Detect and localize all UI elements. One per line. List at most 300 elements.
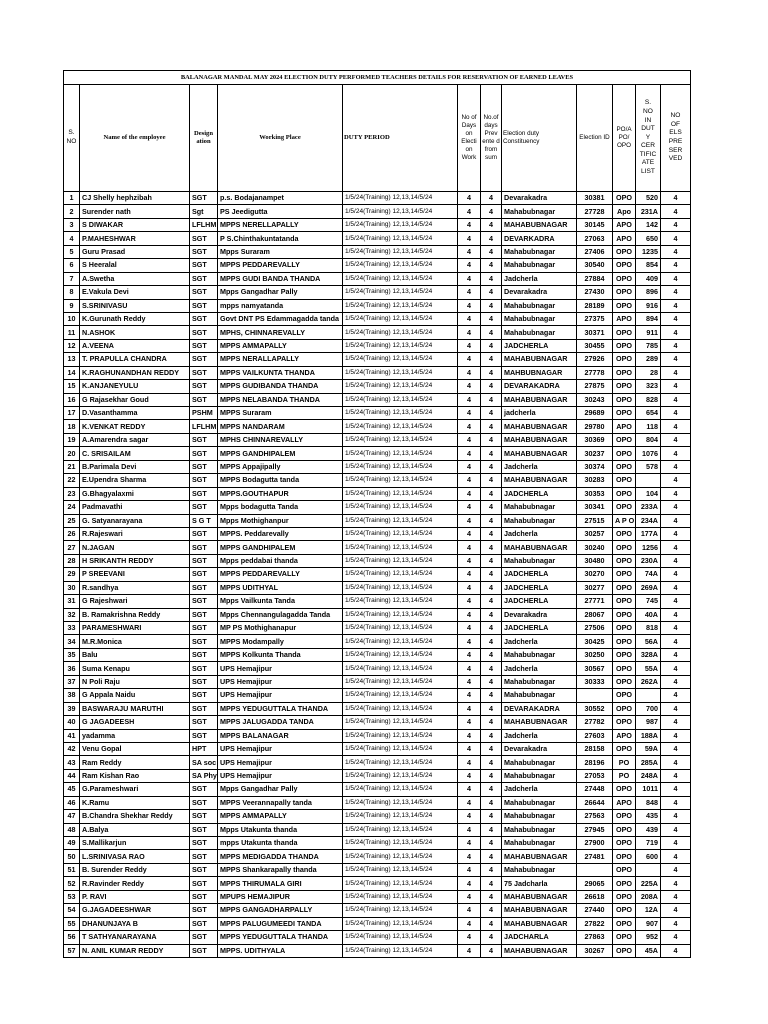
table-row — [64, 272, 691, 285]
days-election-cell: 4 — [458, 622, 481, 635]
constituency-cell: JADCHERLA — [502, 581, 577, 594]
employee-name-cell: D.Vasanthamma — [80, 407, 190, 420]
els-cell: 4 — [661, 272, 691, 285]
duty-period-cell: 1/5/24(Training) 12,13,14/5/24 — [343, 312, 458, 325]
po-cell: OPO — [613, 890, 636, 903]
els-cell: 4 — [661, 527, 691, 540]
table-row — [64, 339, 691, 352]
designation-cell: SGT — [190, 675, 218, 688]
table-row — [64, 312, 691, 325]
duty-period-cell: 1/5/24(Training) 12,13,14/5/24 — [343, 716, 458, 729]
days-prevented-cell: 4 — [481, 608, 502, 621]
days-election-cell: 4 — [458, 326, 481, 339]
po-cell: APO — [613, 218, 636, 231]
employee-name-cell: S.SRINIVASU — [80, 299, 190, 312]
duty-period-cell: 1/5/24(Training) 12,13,14/5/24 — [343, 245, 458, 258]
po-cell: OPO — [613, 944, 636, 957]
days-election-cell: 4 — [458, 944, 481, 957]
days-prevented-cell: 4 — [481, 460, 502, 473]
working-place-cell: MPPS NANDARAM — [218, 420, 343, 433]
constituency-cell: Jadcherla — [502, 635, 577, 648]
table-row — [64, 299, 691, 312]
table-row — [64, 608, 691, 621]
days-prevented-cell: 4 — [481, 447, 502, 460]
working-place-cell: MPPS AMMAPALLY — [218, 810, 343, 823]
sno-cell: 29 — [64, 568, 80, 581]
table-row — [64, 810, 691, 823]
designation-cell: SGT — [190, 326, 218, 339]
days-prevented-cell: 4 — [481, 877, 502, 890]
duty-period-cell: 1/5/24(Training) 12,13,14/5/24 — [343, 931, 458, 944]
po-cell: OPO — [613, 917, 636, 930]
days-prevented-cell: 4 — [481, 702, 502, 715]
po-cell: OPO — [613, 393, 636, 406]
days-election-cell: 4 — [458, 501, 481, 514]
days-election-cell: 4 — [458, 272, 481, 285]
days-prevented-cell: 4 — [481, 353, 502, 366]
cert-sno-cell: 1076 — [636, 447, 661, 460]
duty-period-cell: 1/5/24(Training) 12,13,14/5/24 — [343, 554, 458, 567]
els-cell: 4 — [661, 581, 691, 594]
cert-sno-cell: 828 — [636, 393, 661, 406]
days-prevented-cell: 4 — [481, 568, 502, 581]
sno-cell: 21 — [64, 460, 80, 473]
table-row — [64, 554, 691, 567]
days-election-cell: 4 — [458, 904, 481, 917]
po-cell: APO — [613, 420, 636, 433]
cert-sno-cell: 104 — [636, 487, 661, 500]
working-place-cell: UPS Hemajipur — [218, 689, 343, 702]
working-place-cell: MPPS GUDI BANDA THANDA — [218, 272, 343, 285]
els-cell: 4 — [661, 635, 691, 648]
designation-cell: SGT — [190, 917, 218, 930]
election-id-cell: 30425 — [577, 635, 613, 648]
days-election-cell: 4 — [458, 890, 481, 903]
po-cell: OPO — [613, 850, 636, 863]
sno-cell: 19 — [64, 433, 80, 446]
employee-name-cell: A.Amarendra sagar — [80, 433, 190, 446]
election-id-cell: 27884 — [577, 272, 613, 285]
cert-sno-cell: 600 — [636, 850, 661, 863]
employee-name-cell: A.Swetha — [80, 272, 190, 285]
duty-period-cell: 1/5/24(Training) 12,13,14/5/24 — [343, 568, 458, 581]
duty-period-cell: 1/5/24(Training) 12,13,14/5/24 — [343, 702, 458, 715]
po-cell: OPO — [613, 702, 636, 715]
days-prevented-cell: 4 — [481, 850, 502, 863]
sno-cell: 48 — [64, 823, 80, 836]
sno-cell: 54 — [64, 904, 80, 917]
els-cell: 4 — [661, 675, 691, 688]
cert-sno-cell — [636, 689, 661, 702]
constituency-cell: 75 Jadcharla — [502, 877, 577, 890]
election-id-cell: 30371 — [577, 326, 613, 339]
cert-sno-cell: 1256 — [636, 541, 661, 554]
po-cell: OPO — [613, 810, 636, 823]
designation-cell: SGT — [190, 810, 218, 823]
employee-name-cell: B. Surender Reddy — [80, 863, 190, 876]
constituency-cell: Mahabubnagar — [502, 205, 577, 218]
employee-name-cell: R.Rajeswari — [80, 527, 190, 540]
working-place-cell: MPPS. UDITHYALA — [218, 944, 343, 957]
designation-cell: SGT — [190, 783, 218, 796]
employee-name-cell: S.Mallikarjun — [80, 837, 190, 850]
duty-period-cell: 1/5/24(Training) 12,13,14/5/24 — [343, 460, 458, 473]
constituency-cell: Mahabubnagar — [502, 312, 577, 325]
days-election-cell: 4 — [458, 689, 481, 702]
po-cell: OPO — [613, 460, 636, 473]
constituency-cell: Mahabubnagar — [502, 837, 577, 850]
table-row — [64, 501, 691, 514]
days-prevented-cell: 4 — [481, 716, 502, 729]
sno-cell: 42 — [64, 742, 80, 755]
constituency-cell: Mahabubnagar — [502, 326, 577, 339]
working-place-cell: MPPS GUDIBANDA THANDA — [218, 380, 343, 393]
designation-cell: SGT — [190, 259, 218, 272]
days-prevented-cell: 4 — [481, 205, 502, 218]
po-cell: OPO — [613, 648, 636, 661]
election-id-cell: 27771 — [577, 595, 613, 608]
constituency-cell: Devarakadra — [502, 286, 577, 299]
po-cell: OPO — [613, 245, 636, 258]
employee-name-cell: R.sandhya — [80, 581, 190, 594]
days-election-cell: 4 — [458, 702, 481, 715]
designation-cell: SGT — [190, 568, 218, 581]
sno-cell: 45 — [64, 783, 80, 796]
sno-cell: 30 — [64, 581, 80, 594]
constituency-cell: Jadcherla — [502, 729, 577, 742]
cert-sno-cell: 654 — [636, 407, 661, 420]
table-row — [64, 783, 691, 796]
els-cell: 4 — [661, 312, 691, 325]
employee-name-cell: A.VEENA — [80, 339, 190, 352]
designation-cell: SGT — [190, 527, 218, 540]
duty-period-cell: 1/5/24(Training) 12,13,14/5/24 — [343, 810, 458, 823]
table-row — [64, 863, 691, 876]
constituency-cell: Devarakadra — [502, 608, 577, 621]
col-header-days-election: No of Days on Electi on Work — [458, 85, 481, 192]
working-place-cell: MPPS PEDDAREVALLY — [218, 568, 343, 581]
table-row — [64, 890, 691, 903]
election-id-cell: 30267 — [577, 944, 613, 957]
working-place-cell: MPPS UDITHYAL — [218, 581, 343, 594]
designation-cell: SGT — [190, 554, 218, 567]
days-election-cell: 4 — [458, 648, 481, 661]
days-prevented-cell: 4 — [481, 689, 502, 702]
designation-cell: SGT — [190, 608, 218, 621]
els-cell: 4 — [661, 245, 691, 258]
col-header-designation: Design ation — [190, 85, 218, 192]
constituency-cell: Jadcherla — [502, 662, 577, 675]
els-cell: 4 — [661, 192, 691, 205]
els-cell: 4 — [661, 756, 691, 769]
duty-period-cell: 1/5/24(Training) 12,13,14/5/24 — [343, 729, 458, 742]
sno-cell: 11 — [64, 326, 80, 339]
election-id-cell: 27448 — [577, 783, 613, 796]
constituency-cell: MAHABUBNAGAR — [502, 890, 577, 903]
election-id-cell: 30270 — [577, 568, 613, 581]
days-prevented-cell: 4 — [481, 662, 502, 675]
po-cell: OPO — [613, 863, 636, 876]
sno-cell: 35 — [64, 648, 80, 661]
election-id-cell: 30240 — [577, 541, 613, 554]
constituency-cell: Mahabubnagar — [502, 648, 577, 661]
designation-cell: SGT — [190, 931, 218, 944]
els-cell: 4 — [661, 783, 691, 796]
election-id-cell: 27863 — [577, 931, 613, 944]
working-place-cell: Mpps Utakunta thanda — [218, 823, 343, 836]
working-place-cell: UPS Hemajipur — [218, 675, 343, 688]
constituency-cell: Mahabubnagar — [502, 796, 577, 809]
days-prevented-cell: 4 — [481, 366, 502, 379]
employee-name-cell: G Rajasekhar Goud — [80, 393, 190, 406]
working-place-cell: MPPS JALUGADDA TANDA — [218, 716, 343, 729]
designation-cell: LFLHM — [190, 218, 218, 231]
po-cell: OPO — [613, 527, 636, 540]
employee-name-cell: M.R.Monica — [80, 635, 190, 648]
els-cell: 4 — [661, 541, 691, 554]
cert-sno-cell: 894 — [636, 312, 661, 325]
table-row — [64, 259, 691, 272]
employee-name-cell: N.ASHOK — [80, 326, 190, 339]
designation-cell: SGT — [190, 648, 218, 661]
election-id-cell: 27822 — [577, 917, 613, 930]
election-id-cell: 26644 — [577, 796, 613, 809]
po-cell: OPO — [613, 689, 636, 702]
election-id-cell: 30250 — [577, 648, 613, 661]
working-place-cell: Govt DNT PS Edammagadda tanda — [218, 312, 343, 325]
constituency-cell: Mahabubnagar — [502, 299, 577, 312]
employee-name-cell: BASWARAJU MARUTHI — [80, 702, 190, 715]
constituency-cell: MAHABUBNAGAR — [502, 917, 577, 930]
table-row — [64, 420, 691, 433]
days-election-cell: 4 — [458, 541, 481, 554]
sno-cell: 43 — [64, 756, 80, 769]
po-cell: OPO — [613, 192, 636, 205]
cert-sno-cell: 118 — [636, 420, 661, 433]
constituency-cell: Mahabubnagar — [502, 756, 577, 769]
els-cell: 4 — [661, 689, 691, 702]
election-id-cell: 27430 — [577, 286, 613, 299]
cert-sno-cell: 56A — [636, 635, 661, 648]
els-cell: 4 — [661, 568, 691, 581]
cert-sno-cell: 818 — [636, 622, 661, 635]
els-cell: 4 — [661, 259, 691, 272]
constituency-cell: Mahabubnagar — [502, 689, 577, 702]
employee-name-cell: yadamma — [80, 729, 190, 742]
po-cell: OPO — [613, 487, 636, 500]
els-cell: 4 — [661, 595, 691, 608]
els-cell: 4 — [661, 850, 691, 863]
col-header-working-place: Working Place — [218, 85, 343, 192]
days-election-cell: 4 — [458, 756, 481, 769]
duty-period-cell: 1/5/24(Training) 12,13,14/5/24 — [343, 205, 458, 218]
designation-cell: SGT — [190, 541, 218, 554]
cert-sno-cell: 719 — [636, 837, 661, 850]
days-election-cell: 4 — [458, 380, 481, 393]
po-cell: OPO — [613, 339, 636, 352]
sno-cell: 50 — [64, 850, 80, 863]
designation-cell: SGT — [190, 474, 218, 487]
table-row — [64, 917, 691, 930]
cert-sno-cell: 285A — [636, 756, 661, 769]
designation-cell: SGT — [190, 299, 218, 312]
employee-name-cell: Guru Prasad — [80, 245, 190, 258]
sno-cell: 51 — [64, 863, 80, 876]
election-id-cell: 27778 — [577, 366, 613, 379]
designation-cell: PSHM — [190, 407, 218, 420]
cert-sno-cell: 40A — [636, 608, 661, 621]
working-place-cell: MPHS CHINNAREVALLY — [218, 433, 343, 446]
duty-period-cell: 1/5/24(Training) 12,13,14/5/24 — [343, 541, 458, 554]
sno-cell: 10 — [64, 312, 80, 325]
election-id-cell: 27481 — [577, 850, 613, 863]
election-id-cell: 27406 — [577, 245, 613, 258]
cert-sno-cell: 328A — [636, 648, 661, 661]
duty-period-cell: 1/5/24(Training) 12,13,14/5/24 — [343, 487, 458, 500]
days-prevented-cell: 4 — [481, 487, 502, 500]
working-place-cell: UPS Hemajipur — [218, 662, 343, 675]
constituency-cell: MAHABUBNAGAR — [502, 541, 577, 554]
employee-name-cell: G. Satyanarayana — [80, 514, 190, 527]
po-cell: OPO — [613, 742, 636, 755]
employee-name-cell: K.Gurunath Reddy — [80, 312, 190, 325]
cert-sno-cell: 45A — [636, 944, 661, 957]
election-id-cell: 27515 — [577, 514, 613, 527]
sno-cell: 15 — [64, 380, 80, 393]
sno-cell: 33 — [64, 622, 80, 635]
els-cell: 4 — [661, 393, 691, 406]
working-place-cell: MPPS GANDHIPALEM — [218, 541, 343, 554]
po-cell: OPO — [613, 837, 636, 850]
cert-sno-cell: 650 — [636, 232, 661, 245]
constituency-cell: Jadcherla — [502, 527, 577, 540]
cert-sno-cell: 188A — [636, 729, 661, 742]
working-place-cell: MPPS Kolkunta Thanda — [218, 648, 343, 661]
designation-cell: SGT — [190, 796, 218, 809]
working-place-cell: Mpps Gangadhar Pally — [218, 286, 343, 299]
els-cell: 4 — [661, 716, 691, 729]
election-id-cell: 30369 — [577, 433, 613, 446]
sno-cell: 1 — [64, 192, 80, 205]
constituency-cell: Mahabubnagar — [502, 245, 577, 258]
sno-cell: 36 — [64, 662, 80, 675]
working-place-cell: MPPS Modampally — [218, 635, 343, 648]
working-place-cell: Mpps Mothighanpur — [218, 514, 343, 527]
employee-name-cell: G Appala Naidu — [80, 689, 190, 702]
cert-sno-cell: 269A — [636, 581, 661, 594]
cert-sno-cell: 323 — [636, 380, 661, 393]
working-place-cell: MP PS Mothighanapur — [218, 622, 343, 635]
sno-cell: 4 — [64, 232, 80, 245]
table-row — [64, 380, 691, 393]
cert-sno-cell: 804 — [636, 433, 661, 446]
table-row — [64, 366, 691, 379]
els-cell: 4 — [661, 729, 691, 742]
constituency-cell: Mahabubnagar — [502, 514, 577, 527]
election-id-cell: 30243 — [577, 393, 613, 406]
po-cell: OPO — [613, 823, 636, 836]
cert-sno-cell: 435 — [636, 810, 661, 823]
designation-cell: SGT — [190, 702, 218, 715]
els-cell: 4 — [661, 823, 691, 836]
po-cell: A P O — [613, 514, 636, 527]
duty-period-cell: 1/5/24(Training) 12,13,14/5/24 — [343, 339, 458, 352]
employee-name-cell: P. RAVI — [80, 890, 190, 903]
days-election-cell: 4 — [458, 393, 481, 406]
employee-name-cell: G.Parameshwari — [80, 783, 190, 796]
working-place-cell: mpps Utakunta thanda — [218, 837, 343, 850]
days-prevented-cell: 4 — [481, 312, 502, 325]
designation-cell: SGT — [190, 837, 218, 850]
working-place-cell: MPPS VAILKUNTA THANDA — [218, 366, 343, 379]
employee-name-cell: P.MAHESHWAR — [80, 232, 190, 245]
cert-sno-cell: 439 — [636, 823, 661, 836]
els-cell: 4 — [661, 353, 691, 366]
table-row — [64, 648, 691, 661]
duty-period-cell: 1/5/24(Training) 12,13,14/5/24 — [343, 756, 458, 769]
sno-cell: 52 — [64, 877, 80, 890]
table-row — [64, 877, 691, 890]
days-election-cell: 4 — [458, 339, 481, 352]
working-place-cell: MPPS MEDIGADDA THANDA — [218, 850, 343, 863]
days-election-cell: 4 — [458, 796, 481, 809]
col-header-sno: S. NO — [64, 85, 80, 192]
days-election-cell: 4 — [458, 218, 481, 231]
working-place-cell: MPPS NELABANDA THANDA — [218, 393, 343, 406]
po-cell: OPO — [613, 595, 636, 608]
cert-sno-cell: 12A — [636, 904, 661, 917]
duty-period-cell: 1/5/24(Training) 12,13,14/5/24 — [343, 595, 458, 608]
days-election-cell: 4 — [458, 245, 481, 258]
constituency-cell: MAHABUBNAGAR — [502, 474, 577, 487]
employee-name-cell: B.Chandra Shekhar Reddy — [80, 810, 190, 823]
working-place-cell: MPUPS HEMAJIPUR — [218, 890, 343, 903]
duty-period-cell: 1/5/24(Training) 12,13,14/5/24 — [343, 218, 458, 231]
election-id-cell: 27440 — [577, 904, 613, 917]
cert-sno-cell: 208A — [636, 890, 661, 903]
duty-period-cell: 1/5/24(Training) 12,13,14/5/24 — [343, 904, 458, 917]
working-place-cell: Mpps Gangadhar Pally — [218, 783, 343, 796]
cert-sno-cell: 700 — [636, 702, 661, 715]
els-cell: 4 — [661, 366, 691, 379]
cert-sno-cell: 59A — [636, 742, 661, 755]
working-place-cell: MPPS. Peddarevally — [218, 527, 343, 540]
days-prevented-cell: 4 — [481, 501, 502, 514]
days-prevented-cell: 4 — [481, 595, 502, 608]
po-cell: OPO — [613, 366, 636, 379]
table-row — [64, 568, 691, 581]
table-row — [64, 742, 691, 755]
sno-cell: 24 — [64, 501, 80, 514]
els-cell: 4 — [661, 944, 691, 957]
col-header-cert-sno: S. NO IN DUT Y CER TIFIC ATE LIST — [636, 85, 661, 192]
table-row — [64, 353, 691, 366]
days-prevented-cell: 4 — [481, 541, 502, 554]
constituency-cell: Mahabubnagar — [502, 823, 577, 836]
designation-cell: SGT — [190, 393, 218, 406]
duty-period-cell: 1/5/24(Training) 12,13,14/5/24 — [343, 433, 458, 446]
els-cell: 4 — [661, 205, 691, 218]
table-row — [64, 837, 691, 850]
designation-cell: SGT — [190, 850, 218, 863]
election-id-cell: 27053 — [577, 769, 613, 782]
po-cell: OPO — [613, 326, 636, 339]
constituency-cell: MAHABUBNAGAR — [502, 850, 577, 863]
working-place-cell: MPPS YEDUGUTTALA THANDA — [218, 931, 343, 944]
els-cell: 4 — [661, 931, 691, 944]
working-place-cell: MPPS AMMAPALLY — [218, 339, 343, 352]
election-id-cell: 27900 — [577, 837, 613, 850]
